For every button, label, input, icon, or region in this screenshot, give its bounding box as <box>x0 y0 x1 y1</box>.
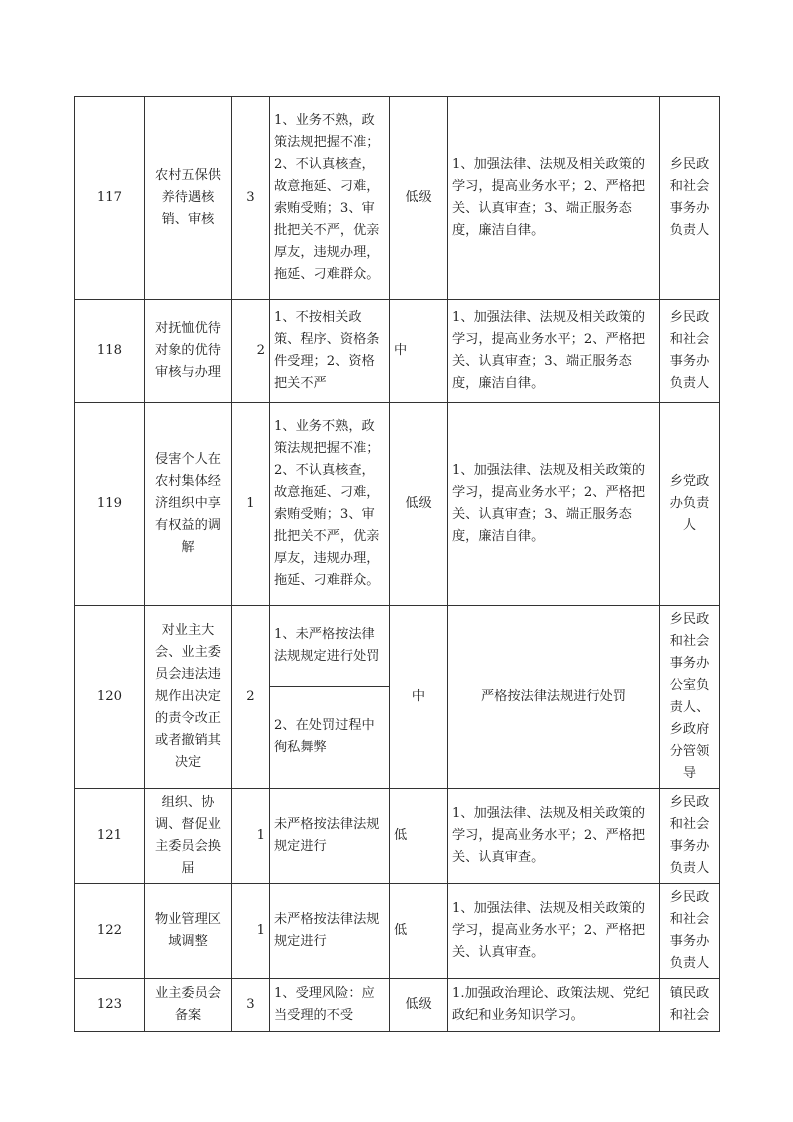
risk-description: 1、未严格按法律法规规定进行处罚 <box>270 606 390 687</box>
prevention-measure: 1、加强法律、法规及相关政策的学习，提高业务水平；2、严格把关、认真审查。 <box>448 884 660 979</box>
item-name: 对抚恤优待对象的优待审核与办理 <box>145 300 232 403</box>
row-number: 120 <box>75 606 145 789</box>
item-name: 对业主大会、业主委员会违法违规作出决定的责令改正或者撤销其决定 <box>145 606 232 789</box>
risk-level-number: 3 <box>232 979 270 1032</box>
prevention-measure: 1.加强政治理论、政策法规、党纪政纪和业务知识学习。 <box>448 979 660 1032</box>
prevention-measure: 1、加强法律、法规及相关政策的学习，提高业务水平；2、严格把关、认真审查；3、端正服务态度，廉洁自律。 <box>448 97 660 300</box>
row-number: 121 <box>75 789 145 884</box>
risk-grade: 低级 <box>390 97 448 300</box>
responsible-person: 乡民政和社会事务办负责人 <box>660 789 720 884</box>
risk-description: 2、在处罚过程中徇私舞弊 <box>270 686 390 788</box>
risk-level-number: 1 <box>232 403 270 606</box>
table-row <box>75 979 720 1032</box>
item-name: 农村五保供养待遇核销、审核 <box>145 97 232 300</box>
item-name: 组织、协调、督促业主委员会换届 <box>145 789 232 884</box>
row-number: 123 <box>75 979 145 1032</box>
table-row <box>75 403 720 606</box>
row-number: 117 <box>75 97 145 300</box>
risk-level-number: 1 <box>232 789 270 884</box>
item-name: 物业管理区域调整 <box>145 884 232 979</box>
table-row <box>75 789 720 884</box>
responsible-person: 乡民政和社会事务办负责人 <box>660 300 720 403</box>
prevention-measure: 1、加强法律、法规及相关政策的学习，提高业务水平；2、严格把关、认真审查；3、端正服务态度，廉洁自律。 <box>448 300 660 403</box>
risk-description: 未严格按法律法规规定进行 <box>270 789 390 884</box>
prevention-measure: 1、加强法律、法规及相关政策的学习，提高业务水平；2、严格把关、认真审查；3、端正服务态度，廉洁自律。 <box>448 403 660 606</box>
responsible-person: 镇民政和社会 <box>660 979 720 1032</box>
risk-description: 未严格按法律法规规定进行 <box>270 884 390 979</box>
risk-description: 1、业务不熟，政策法规把握不准；2、不认真核查，故意拖延、刁难，索贿受贿；3、审批把关不严，优亲厚友，违规办理，拖延、刁难群众。 <box>270 97 390 300</box>
table-row <box>75 97 720 300</box>
responsible-person: 乡党政办负责人 <box>660 403 720 606</box>
risk-grade: 低级 <box>390 403 448 606</box>
risk-description: 1、不按相关政策、程序、资格条件受理；2、资格把关不严 <box>270 300 390 403</box>
risk-table <box>74 96 720 1032</box>
risk-grade: 中 <box>390 606 448 789</box>
risk-grade: 低 <box>390 789 448 884</box>
responsible-person: 乡民政和社会事务办公室负责人、乡政府分管领导 <box>660 606 720 789</box>
risk-grade: 低 <box>390 884 448 979</box>
responsible-person: 乡民政和社会事务办负责人 <box>660 884 720 979</box>
risk-grade: 中 <box>390 300 448 403</box>
risk-description: 1、业务不熟，政策法规把握不准；2、不认真核查，故意拖延、刁难，索贿受贿；3、审批把关不严，优亲厚友，违规办理，拖延、刁难群众。 <box>270 403 390 606</box>
row-number: 119 <box>75 403 145 606</box>
responsible-person: 乡民政和社会事务办负责人 <box>660 97 720 300</box>
prevention-measure: 严格按法律法规进行处罚 <box>448 606 660 789</box>
risk-level-number: 1 <box>232 884 270 979</box>
risk-level-number: 3 <box>232 97 270 300</box>
prevention-measure: 1、加强法律、法规及相关政策的学习，提高业务水平；2、严格把关、认真审查。 <box>448 789 660 884</box>
risk-level-number: 2 <box>232 300 270 403</box>
table-row <box>75 884 720 979</box>
item-name: 侵害个人在农村集体经济组织中享有权益的调解 <box>145 403 232 606</box>
row-number: 118 <box>75 300 145 403</box>
item-name: 业主委员会备案 <box>145 979 232 1032</box>
risk-level-number: 2 <box>232 606 270 789</box>
risk-description: 1、受理风险：应当受理的不受 <box>270 979 390 1032</box>
risk-grade: 低级 <box>390 979 448 1032</box>
row-number: 122 <box>75 884 145 979</box>
table-row <box>75 300 720 403</box>
table-row <box>75 606 720 687</box>
